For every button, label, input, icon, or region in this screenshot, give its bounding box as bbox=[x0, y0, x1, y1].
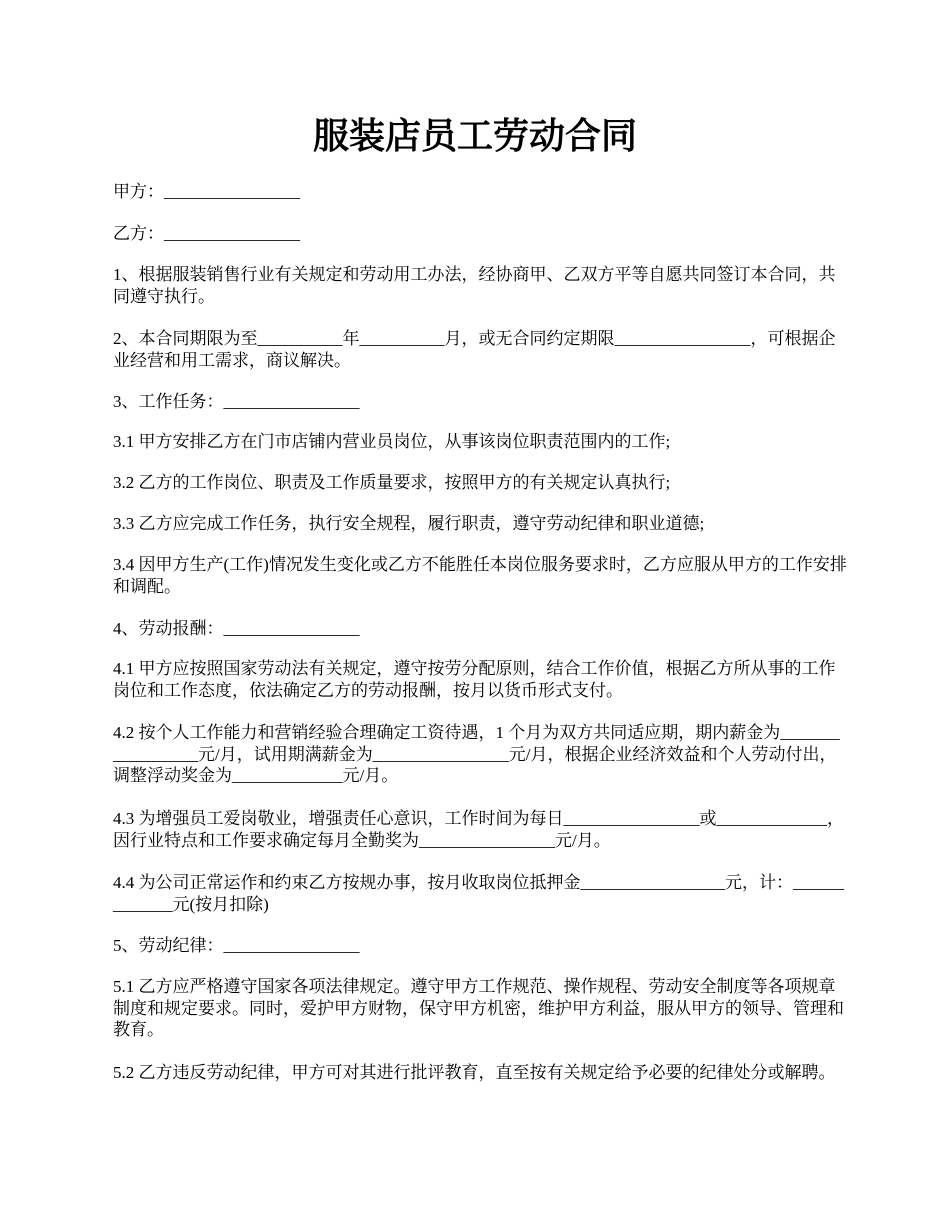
clause-2: 2、本合同期限为至__________年__________月，或无合同约定期限________________，可根据企业经营和用工需求，商议解决。 bbox=[113, 329, 836, 370]
clause-4-1: 4.1 甲方应按照国家劳动法有关规定，遵守按劳分配原则，结合工作价值，根据乙方所从事的工作岗位和工作态度，依法确定乙方的劳动报酬，按月以货币形式支付。 bbox=[113, 659, 836, 700]
clause-5-heading: 5、劳动纪律：________________ bbox=[113, 936, 360, 955]
clause-4-4: 4.4 为公司正常运作和约束乙方按规办事，按月收取岗位抵押金_________________元，计：_____________元(按月扣除) bbox=[113, 873, 844, 914]
clause-5-2: 5.2 乙方违反劳动纪律，甲方可对其进行批评教育，直至按有关规定给予必要的纪律处分或解聘。 bbox=[113, 1063, 836, 1082]
clause-4-3: 4.3 为增强员工爱岗敬业，增强责任心意识，工作时间为每日________________或_____________，因行业特点和工作要求确定每月全勤奖为________________元/月。 bbox=[113, 809, 844, 850]
clause-4-heading: 4、劳动报酬：________________ bbox=[113, 619, 360, 638]
clause-3-2: 3.2 乙方的工作岗位、职责及工作质量要求，按照甲方的有关规定认真执行; bbox=[113, 473, 671, 492]
party-a-line: 甲方：________________ bbox=[113, 182, 300, 201]
clause-3-4: 3.4 因甲方生产(工作)情况发生变化或乙方不能胜任本岗位服务要求时，乙方应服从甲方的工作安排和调配。 bbox=[113, 555, 847, 596]
clause-4-2: 4.2 按个人工作能力和营销经验合理确定工资待遇，1 个月为双方共同适应期，期内薪金为_________________元/月，试用期满薪金为________________元/月，根据企业经济效益和个人劳动付出，调整浮动奖金为_____________元/月。 bbox=[113, 723, 840, 785]
clause-3-1: 3.1 甲方安排乙方在门市店铺内营业员岗位，从事该岗位职责范围内的工作; bbox=[113, 432, 671, 451]
clause-5-1: 5.1 乙方应严格遵守国家各项法律规定。遵守甲方工作规范、操作规程、劳动安全制度等各项规章制度和规定要求。同时，爱护甲方财物，保守甲方机密，维护甲方利益，服从甲方的领导、管理和教育。 bbox=[113, 977, 844, 1039]
party-b-line: 乙方：________________ bbox=[113, 224, 300, 243]
clause-3-heading: 3、工作任务：________________ bbox=[113, 392, 360, 411]
clause-3-3: 3.3 乙方应完成工作任务，执行安全规程，履行职责，遵守劳动纪律和职业道德; bbox=[113, 514, 705, 533]
clause-1: 1、根据服装销售行业有关规定和劳动用工办法，经协商甲、乙双方平等自愿共同签订本合同，共同遵守执行。 bbox=[113, 265, 836, 306]
document-title: 服装店员工劳动合同 bbox=[312, 116, 637, 156]
